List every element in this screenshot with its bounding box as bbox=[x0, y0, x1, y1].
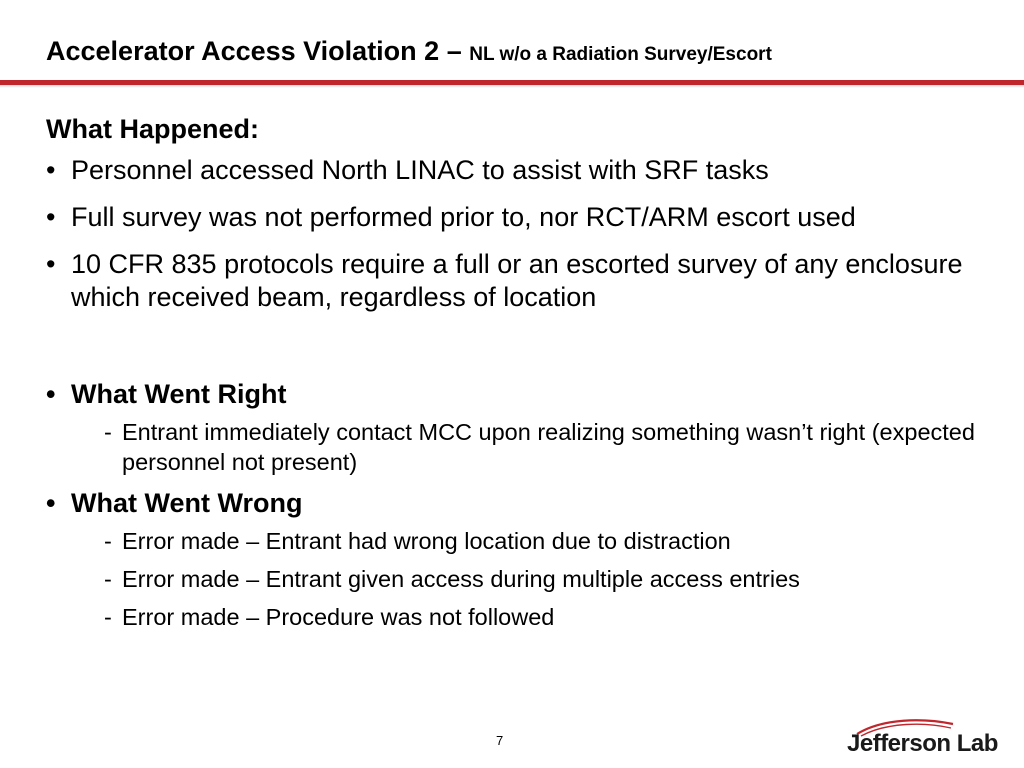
page-number: 7 bbox=[496, 733, 504, 748]
bullet-icon: • bbox=[46, 379, 56, 409]
dash-icon: - bbox=[104, 528, 112, 554]
went-right-list bbox=[46, 417, 986, 477]
bullet-icon: • bbox=[46, 249, 56, 279]
slide-title-sub: NL w/o a Radiation Survey/Escort bbox=[469, 44, 772, 65]
list-item bbox=[46, 201, 986, 234]
list-item-text: Error made – Entrant given access during multiple access entries bbox=[122, 566, 800, 592]
logo-text: Jefferson Lab bbox=[847, 730, 998, 757]
list-item bbox=[46, 564, 986, 594]
list-item bbox=[46, 526, 986, 556]
bullet-icon: • bbox=[46, 155, 56, 185]
slide-body bbox=[46, 112, 986, 642]
what-went-right-heading bbox=[46, 378, 986, 411]
list-item bbox=[46, 602, 986, 632]
list-item-text: Error made – Entrant had wrong location due to distraction bbox=[122, 528, 731, 554]
bullet-icon: • bbox=[46, 202, 56, 232]
slide-title-main: Accelerator Access Violation 2 – bbox=[46, 36, 470, 66]
what-went-wrong-heading bbox=[46, 487, 986, 520]
list-item-text: Entrant immediately contact MCC upon realizing something wasn’t right (expected personnel not present) bbox=[122, 419, 975, 475]
list-item-text: Personnel accessed North LINAC to assist with SRF tasks bbox=[71, 155, 769, 185]
dash-icon: - bbox=[104, 419, 112, 445]
dash-icon: - bbox=[104, 604, 112, 630]
list-item-text: 10 CFR 835 protocols require a full or an escorted survey of any enclosure which received beam, regardless of location bbox=[71, 249, 963, 312]
list-item-text: Full survey was not performed prior to, nor RCT/ARM escort used bbox=[71, 202, 856, 232]
section-heading-text: What Went Right bbox=[71, 379, 287, 409]
slide-title bbox=[46, 36, 772, 67]
list-item bbox=[46, 154, 986, 187]
list-item-text: Error made – Procedure was not followed bbox=[122, 604, 555, 630]
title-divider-shadow bbox=[0, 85, 1024, 88]
dash-icon: - bbox=[104, 566, 112, 592]
section-heading-text: What Went Wrong bbox=[71, 488, 303, 518]
list-item bbox=[46, 417, 986, 477]
bullet-icon: • bbox=[46, 488, 56, 518]
list-item bbox=[46, 248, 986, 314]
went-wrong-list bbox=[46, 526, 986, 632]
jefferson-lab-logo bbox=[843, 716, 998, 760]
what-happened-heading: What Happened: bbox=[46, 114, 259, 144]
